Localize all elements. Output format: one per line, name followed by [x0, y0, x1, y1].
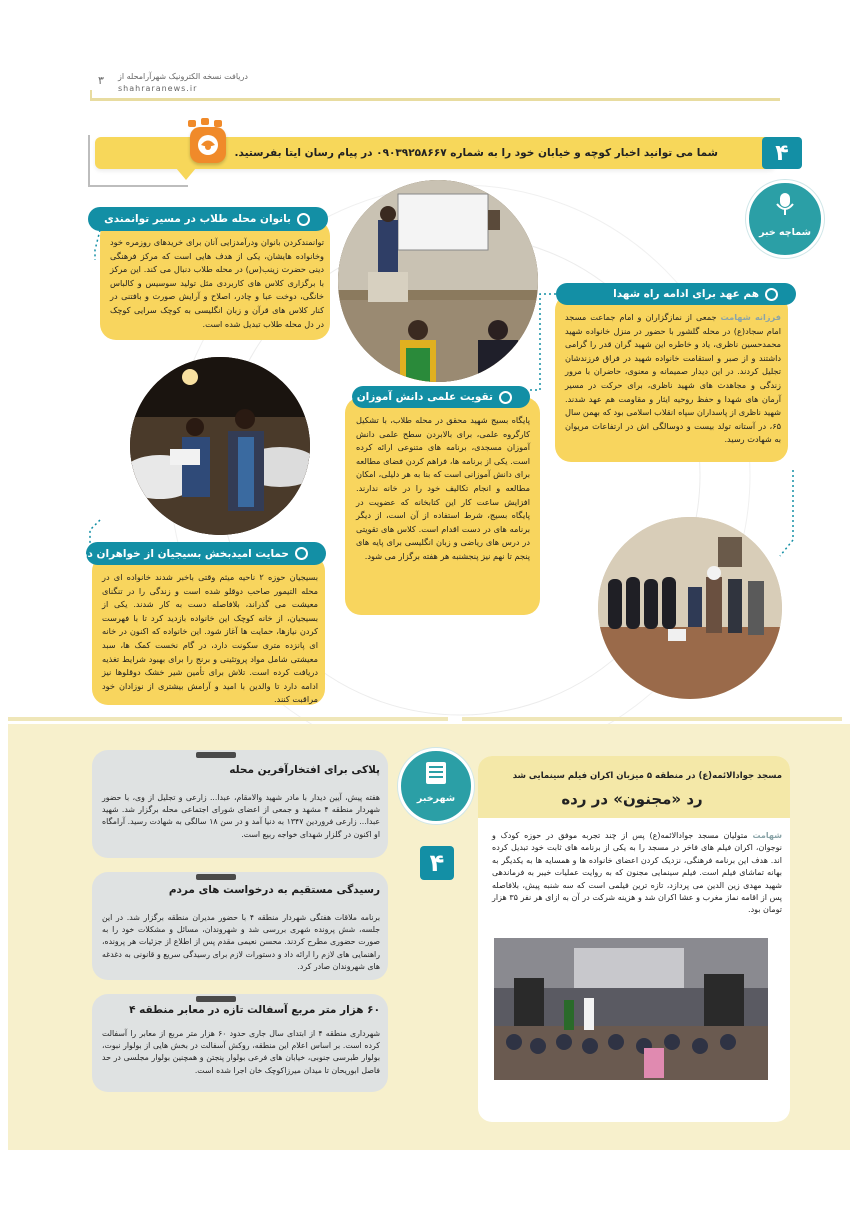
card-banovan-body: توانمندکردن بانوان ودرآمدزایی آنان برای خریدهای روزمره خود وخانواده هایشان، یکی از هدف هایی است که مرکز فرهنگی دینی حضرت زینب(س) در محله طلاب دنبال می کند. این مرکز با برگزاری کلاس های کاربردی مثل تولید سوسیس و کالباس خانگی، دوخت عبا و چادر، اصلاح و آرایش صورت و بافتنی در کنار کلاس های قرآن و زبان انگلیسی به کوچک سرایی کوچک در دل محله طلاب تبدیل شده است. [110, 237, 324, 329]
news-item-1-body: هفته پیش، آیین دیدار با مادر شهید والامقام، عبدا... زارعی و تجلیل از وی، با حضور شهردار منطقه ۴ مشهد و جمعی از اعضای شورای اجتماعی محله برگزار شد. شهید عبدا... زارعی فروردین ۱۳۴۷ به دنیا آمد و در سن ۱۸ سالگی به شهادت رسید. آرامگاه او اکنون در گلزار شهدای خواجه ربیع است. [102, 793, 380, 839]
news-item-1-tab [196, 752, 236, 758]
main-article-kicker: مسجد جوادالائمه(ع) در منطقه ۵ میزبان اکران فیلم سینمایی شد [512, 771, 782, 781]
header-website[interactable]: shahraranews.ir [118, 84, 198, 93]
photo-night-delivery [130, 357, 310, 535]
main-article-head [478, 756, 790, 818]
photo-mosque-cinema [494, 938, 768, 1080]
page-number: ۳ [98, 74, 104, 87]
card-hemayat-title: حمایت امیدبخش بسیجیان از خواهران دوقلو [86, 542, 326, 565]
news-item-3-tab [196, 996, 236, 1002]
news-item-3-body: شهرداری منطقه ۴ از ابتدای سال جاری حدود ۶۰ هزار متر مربع از معابر را آسفالت کرده است. بر اساس اعلام این منطقه، روکش آسفالت در بخش هایی از بولوار نبوت، بولوار طبرسی جنوبی، خیابان های فرعی بولوار پنجتن و همچنین بولوار مجلسی در حد فاصل ابوریحان تا میدان میرزاکوچک خان اجرا شده است. [102, 1029, 380, 1075]
bullet-icon [295, 547, 308, 560]
card-hamahd-body: فرزانه شهامت جمعی از نمازگزاران و امام جماعت مسجد امام سجاد(ع) در محله گلشور با حضور در منزل خانواده شهید محمدحسین ناظری، یاد و خاطره این شهید گران قدر را گرامی داشتند و از صبر و استقامت خانواده شهید در فراق فرزندشان تجلیل کردند. در این دیدار صمیمانه و معنوی، حاضران با مرور زندگی و مجاهدت های شهید ناظری، برای حرکت در مسیر آرمان های شهدا و حفظ روحیه ایثار و مقاومت هم عهد شدند. شهید ناظری از پاسداران سپاه انقلاب اسلامی بود که بهمن سال ۶۵، در آستانه تولد بیست و دوسالگی اش در ارتفاعات مریوان به شهادت رسید. [565, 312, 781, 445]
news-item-2-body: برنامه ملاقات هفتگی شهردار منطقه ۴ با حضور مدیران منطقه برگزار شد. در این جلسه، شش پرونده شهری بررسی شد و شهروندان، مسائل و مشکلات خود را به صورت حضوری مطرح کردند. محسن نعیمی مقدم پس از اطلاع از جزئیات هر پرونده، راهنمایی های لازم را ارائه داد و دستورات لازم برای رسیدگی سریع و قانونی به دغدغه های شهروندان صادر کرد. [102, 913, 380, 971]
news-item-1-title: پلاکی برای افتخارآفرین محله [229, 764, 380, 776]
card-taghviat-title: تقویت علمی دانش آموزان مسجدی [352, 386, 530, 408]
banner-number: ۴ [762, 137, 802, 169]
card-hamahd-title: هم عهد برای ادامه راه شهدا [556, 283, 796, 305]
card-taghviat-body: پایگاه بسیج شهید محقق در محله طلاب، با تشکیل کارگروه علمی، برای بالابردن سطح علمی دانش آموزان مسجدی، برنامه های متنوعی ارائه کرده است. یکی از برنامه ها، فراهم کردن فضای مطالعه برای دانش آموزانی است که بنا به هر دلیلی، امکان مطالعه و انجام تکالیف خود را در خانه ندارند. افزایش ساعت کار این کتابخانه که عضویت در پایگاه بسیج، شرط استفاده از آن است، از دیگر برنامه های در دست اقدام است. کلاس های تقویتی در درس های ریاضی و زبان انگلیسی برای پایه های پنجم تا نهم نیز پنجشنبه هر هفته برگزار می شود. [356, 415, 530, 561]
news-item-2-tab [196, 874, 236, 880]
news-item-3-title: ۶۰ هزار متر مربع آسفالت تازه در معابر منطقه ۴ [129, 1004, 380, 1016]
author-name: فرزانه شهامت [720, 312, 781, 322]
main-article-title: رد «مجنون» در رده [561, 790, 703, 808]
shahr-khabar-badge [398, 748, 474, 824]
news-item-2-title: رسیدگی مستقیم به درخواست های مردم [168, 884, 380, 896]
card-hemayat-body: بسیجیان حوزه ۲ ناحیه میثم وقتی باخبر شدند خانواده ای در محله التیمور صاحب دوقلو شده است و زندگی را در تنگنای معیشت می گذراند، بلافاصله دست به کار شدند. یکی از بسیجیان، از خانه کوچک این خانواده بازدید کرد تا با فهرست کردن نیازها، حمایت ها آغاز شود. این خانواده که اکنون در خانه ای پانزده متری سکونت دارد، در گام نخست کمک ها، سبد معیشتی شامل مواد پروتئینی و برنج را برای بهبود شرایط تغذیه دریافت کرده است. تلاش برای تأمین شیر خشک دوقلوها نیز ادامه دارد تا والدین با امید و آرامش بیشتری از نوزادان خود مراقبت کنند. [102, 572, 318, 705]
main-article-author: شهامت [752, 831, 783, 840]
shahr-khabar-number: ۴ [420, 846, 454, 880]
bullet-icon [499, 391, 512, 404]
banner-text: شما می توانید اخبار کوچه و خیابان خود را به شماره ۰۹۰۳۹۲۵۸۶۶۷ در پیام رسان ایتا بفرستید. [234, 147, 718, 159]
photo-martyr-family [598, 517, 782, 699]
section-badge-label: شماچه خبر [759, 227, 811, 238]
newspaper-icon [425, 761, 447, 785]
card-banovan-title: بانوان محله طلاب در مسیر توانمندی [88, 207, 328, 231]
section-divider-right [462, 717, 842, 721]
section-divider [8, 717, 448, 721]
shahr-khabar-badge-label: شهرخبر [416, 793, 456, 804]
main-article-body: شهامت متولیان مسجد جوادالائمه(ع) پس از چند تجربه موفق در حوزه کودک و نوجوان، اکران فیلم های فاخر در مسجد را به یکی از برنامه های ثابت خود تبدیل کرده اند. هدف این برنامه فرهنگی، نزدیک کردن اعضای خانواده ها و همسایه ها به یکدیگر به بهانه تماشای فیلم است. فیلم سینمایی مجنون که به روایت عملیات خیبر به فرماندهی شهید مهدی زین الدین می پردازد، تازه ترین فیلمی است که سه شنبه پیش، بلافاصله پس از اقامه نماز مغرب و عشا اکران شد و هزینه شرکت در آن به ازای هر نفر ۳۵ هزار تومان بود. [492, 831, 783, 915]
header-text: دریافت نسخه الکترونیک شهرآرامحله از [118, 72, 248, 81]
